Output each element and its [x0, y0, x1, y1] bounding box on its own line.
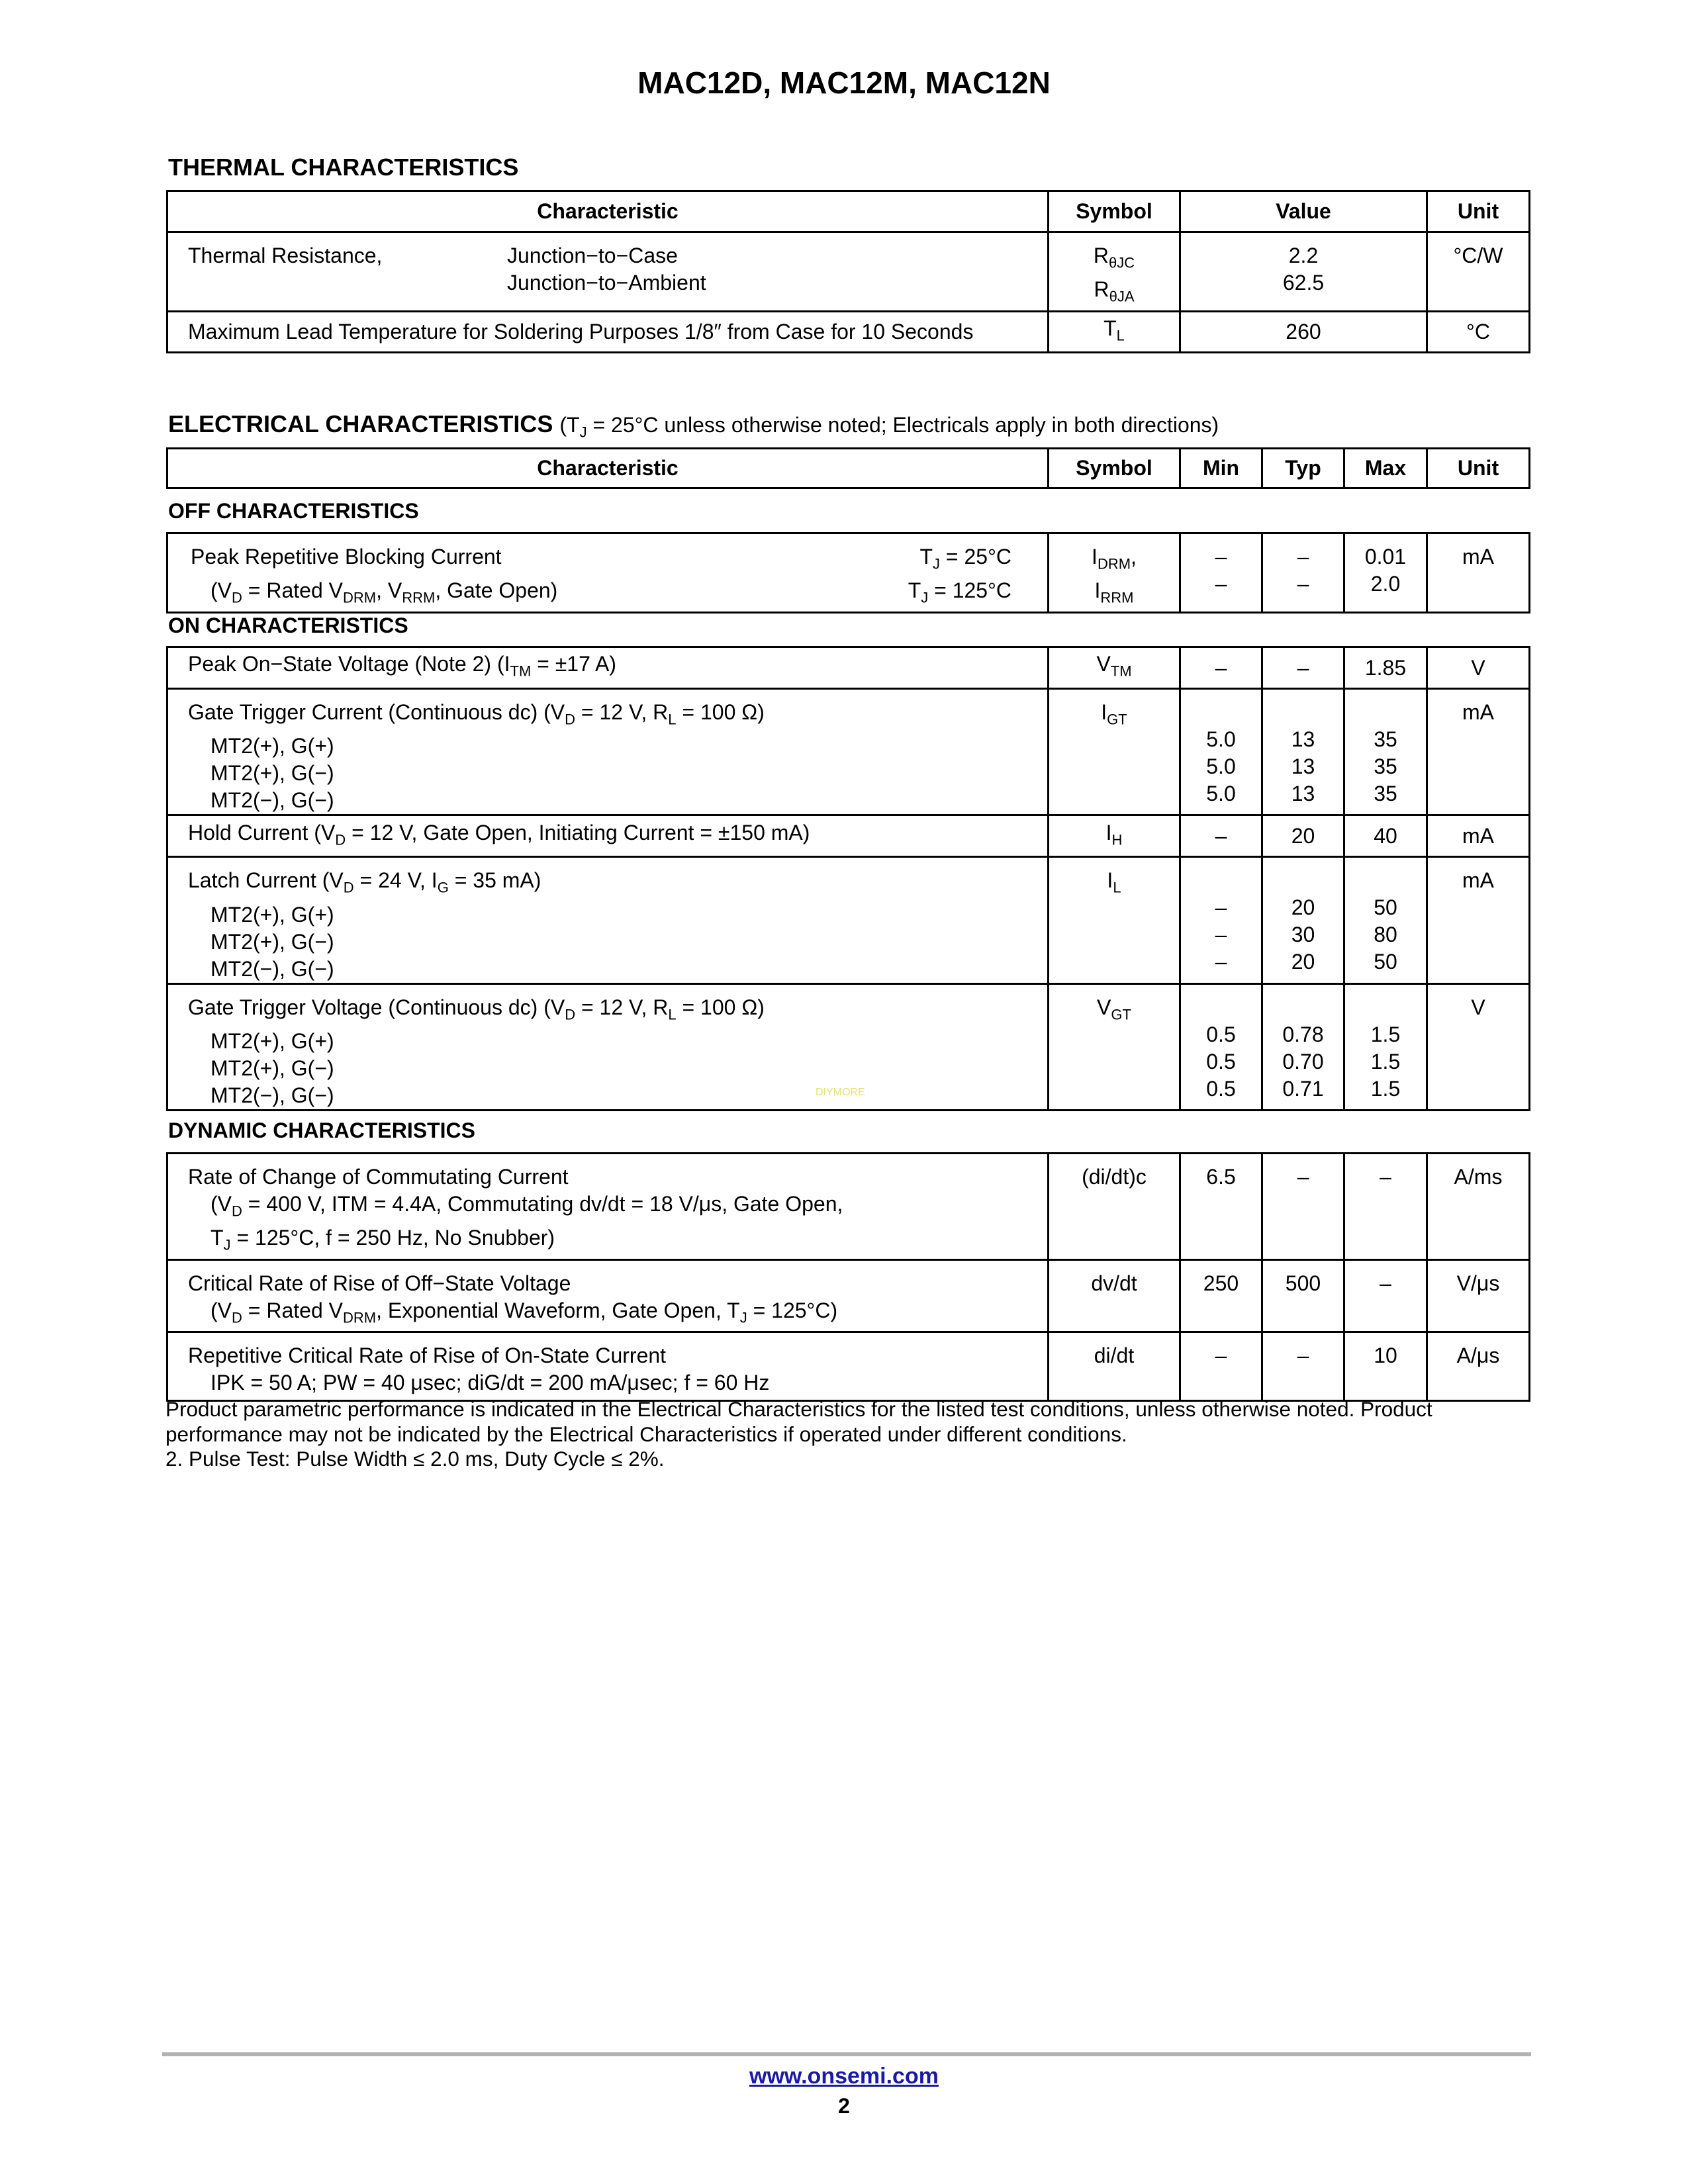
- cell-value: 1.5: [1370, 1022, 1401, 1046]
- cell-value: –: [1262, 1332, 1344, 1401]
- electrical-conditions: ($T_J = 25^\circ C$ unless otherwise noted; Electricals apply in both directions): [559, 413, 1219, 441]
- list-item: MT2(−), G(−): [211, 956, 334, 981]
- cell-value: –: [1180, 815, 1262, 857]
- cell-value: –: [1262, 1154, 1344, 1260]
- igt-label: Gate Trigger Current (Continuous dc) ($V_D = 12$ V, $R_L = 100$ Ω): [188, 700, 765, 728]
- jc-label: Junction−to−Case: [507, 244, 678, 267]
- cell-value: –: [1344, 1154, 1427, 1260]
- on-characteristics-heading: ON CHARACTERISTICS: [168, 614, 408, 637]
- table-row: [167, 689, 1530, 815]
- cell-value: 20: [1291, 895, 1315, 920]
- dynamic-table: [166, 1152, 1530, 1402]
- col-unit: Unit: [1427, 191, 1530, 232]
- cell-value: 2.0: [1370, 572, 1401, 596]
- col-value: Value: [1180, 191, 1427, 232]
- cell-value: 13: [1291, 782, 1315, 805]
- cell-value: 5.0: [1206, 727, 1236, 751]
- dvdt-label: Critical Rate of Rise of Off−State Voltage: [188, 1271, 571, 1295]
- symbol-didtc: (di/dt)c: [1049, 1154, 1180, 1260]
- col-characteristic: Characteristic: [167, 191, 1049, 232]
- cell-value: 80: [1374, 923, 1397, 947]
- unit-c: °C: [1427, 311, 1530, 352]
- footer-divider: [162, 2052, 1531, 2056]
- page-title: MAC12D, MAC12M, MAC12N: [637, 66, 1051, 100]
- cell-value: 1.5: [1370, 1049, 1401, 1073]
- cell-value: 40: [1344, 815, 1427, 857]
- cell-value: –: [1180, 1332, 1262, 1401]
- cell-value: –: [1262, 647, 1344, 689]
- cell-value: 35: [1374, 727, 1397, 751]
- symbol-il: $I_L$: [1049, 857, 1180, 983]
- value-rthjc: 2.2: [1288, 244, 1319, 267]
- symbol-rthja: $R_{\theta JA}$: [1094, 277, 1135, 305]
- cell-value: –: [1344, 1259, 1427, 1332]
- unit-ma: mA: [1427, 815, 1530, 857]
- cell-value: 1.5: [1370, 1076, 1401, 1101]
- cell-value: 20: [1262, 815, 1344, 857]
- table-row: [167, 857, 1530, 983]
- unit-ams: A/ms: [1427, 1154, 1530, 1260]
- cell-value: –: [1180, 647, 1262, 689]
- value-tl: 260: [1180, 311, 1427, 352]
- table-row: [167, 232, 1530, 312]
- symbol-idrm: $I_{DRM}$,: [1092, 545, 1137, 572]
- thermal-heading: THERMAL CHARACTERISTICS: [168, 154, 519, 181]
- cell-value: –: [1297, 572, 1309, 596]
- thermal-resistance-label: Thermal Resistance,: [188, 244, 383, 267]
- list-item: MT2(+), G(−): [211, 1056, 334, 1081]
- unit-ma: mA: [1427, 533, 1530, 613]
- performance-note: Product parametric performance is indicated in the Electrical Characteristics for the listed test conditions, unless otherwise noted. Product performance may not be indicated by the Electrical Characteristics if operated under different conditions.: [165, 1397, 1432, 1446]
- value-rthja: 62.5: [1282, 271, 1325, 295]
- symbol-irrm: $I_{RRM}$: [1094, 578, 1134, 606]
- cell-value: –: [1215, 950, 1227, 974]
- unit-ma: mA: [1427, 857, 1530, 983]
- cell-value: 6.5: [1180, 1154, 1262, 1260]
- page-number: 2: [838, 2094, 850, 2118]
- cell-value: 10: [1344, 1332, 1427, 1401]
- onsemi-link[interactable]: www.onsemi.com: [749, 2064, 939, 2089]
- col-unit: Unit: [1427, 449, 1530, 488]
- cell-value: –: [1215, 923, 1227, 947]
- cell-value: –: [1215, 895, 1227, 920]
- cell-value: 0.5: [1206, 1049, 1236, 1073]
- cell-value: 0.5: [1206, 1022, 1236, 1046]
- list-item: MT2(+), G(+): [211, 1029, 334, 1054]
- col-symbol: Symbol: [1049, 449, 1180, 488]
- list-item: MT2(−), G(−): [211, 788, 334, 813]
- blocking-current-conditions: ($V_D$ = Rated $V_{DRM}$, $V_{RRM}$, Gate Open): [211, 578, 558, 606]
- list-item: MT2(+), G(−): [211, 929, 334, 954]
- cell-value: 35: [1374, 754, 1397, 778]
- watermark: DIYMORE: [816, 1087, 865, 1098]
- dynamic-characteristics-heading: DYNAMIC CHARACTERISTICS: [168, 1118, 475, 1142]
- cell-value: 20: [1291, 950, 1315, 974]
- tj-25: $T_J = 25^\circ C$: [919, 545, 1011, 572]
- didt-label: Repetitive Critical Rate of Rise of On-State Current: [188, 1343, 667, 1368]
- symbol-tl: $T_L$: [1049, 311, 1180, 352]
- vtm-label: Peak On−State Voltage (Note 2) ($I_{TM} = \pm 17$ A): [167, 647, 1049, 689]
- off-characteristics-heading: OFF CHARACTERISTICS: [168, 499, 419, 523]
- cell-value: 5.0: [1206, 782, 1236, 805]
- cell-value: 1.85: [1344, 647, 1427, 689]
- cell-value: 13: [1291, 754, 1315, 778]
- table-row: [167, 1259, 1530, 1332]
- pulse-test-note: 2. Pulse Test: Pulse Width ≤ 2.0 ms, Duty Cycle ≤ 2%.: [165, 1447, 665, 1471]
- table-row: [167, 815, 1530, 857]
- electrical-header-table: [166, 447, 1530, 489]
- list-item: MT2(+), G(+): [211, 902, 334, 927]
- symbol-vgt: $V_{GT}$: [1049, 983, 1180, 1110]
- cell-value: 50: [1374, 950, 1397, 974]
- col-characteristic: Characteristic: [167, 449, 1049, 488]
- lead-temp-label: Maximum Lead Temperature for Soldering Purposes 1/8″ from Case for 10 Seconds: [167, 311, 1049, 352]
- table-row: [167, 1154, 1530, 1260]
- dvdt-conditions: ($V_D$ = Rated $V_{DRM}$, Exponential Waveform, Gate Open, $T_J = 125^\circ C$): [211, 1298, 838, 1326]
- on-table: [166, 646, 1530, 1111]
- commutating-current-label: Rate of Change of Commutating Current: [188, 1165, 569, 1189]
- col-typ: Typ: [1262, 449, 1344, 488]
- vgt-label: Gate Trigger Voltage (Continuous dc) ($V_D = 12$ V, $R_L = 100$ Ω): [188, 995, 765, 1023]
- cell-value: 35: [1374, 782, 1397, 805]
- commutating-current-cond1: ($V_D = 400$ V, ITM = 4.4A, Commutating dv/dt = 18 V/μs, Gate Open,: [211, 1192, 843, 1220]
- table-row: [167, 533, 1530, 613]
- cell-value: 0.78: [1282, 1022, 1324, 1046]
- unit-v: V: [1427, 647, 1530, 689]
- blocking-current-label: Peak Repetitive Blocking Current: [191, 545, 502, 569]
- unit-aus: A/μs: [1427, 1332, 1530, 1401]
- table-row: [167, 311, 1530, 352]
- symbol-vtm: $V_{TM}$: [1049, 647, 1180, 689]
- col-max: Max: [1344, 449, 1427, 488]
- cell-value: 500: [1262, 1259, 1344, 1332]
- symbol-igt: $I_{GT}$: [1049, 689, 1180, 815]
- il-label: Latch Current ($V_D = 24$ V, $I_G = 35$ mA): [188, 868, 541, 896]
- table-row: [167, 647, 1530, 689]
- cell-value: –: [1297, 545, 1309, 569]
- col-min: Min: [1180, 449, 1262, 488]
- cell-value: 0.5: [1206, 1076, 1236, 1101]
- electrical-heading: ELECTRICAL CHARACTERISTICS ($T_J = 25^\circ C$ unless otherwise noted; Electricals apply in both directions): [168, 410, 1219, 441]
- thermal-table: [166, 190, 1530, 353]
- off-table: [166, 532, 1530, 614]
- list-item: MT2(−), G(−): [211, 1083, 334, 1108]
- didt-conditions: IPK = 50 A; PW = 40 μsec; diG/dt = 200 mA/μsec; f = 60 Hz: [211, 1371, 770, 1395]
- cell-value: –: [1215, 572, 1227, 596]
- unit-ma: mA: [1427, 689, 1530, 815]
- ih-label: Hold Current ($V_D = 12$ V, Gate Open, Initiating Current = ±150 mA): [167, 815, 1049, 857]
- cell-value: 13: [1291, 727, 1315, 751]
- list-item: MT2(+), G(+): [211, 734, 334, 758]
- cell-value: 50: [1374, 895, 1397, 920]
- unit-v: V: [1427, 983, 1530, 1110]
- tj-125: $T_J = 125^\circ C$: [908, 578, 1011, 606]
- cell-value: 250: [1180, 1259, 1262, 1332]
- cell-value: 0.01: [1364, 545, 1407, 569]
- symbol-didt: di/dt: [1049, 1332, 1180, 1401]
- unit-vus: V/μs: [1427, 1259, 1530, 1332]
- symbol-ih: $I_H$: [1049, 815, 1180, 857]
- table-row: [167, 1332, 1530, 1401]
- ja-label: Junction−to−Ambient: [507, 271, 706, 295]
- symbol-dvdt: dv/dt: [1049, 1259, 1180, 1332]
- cell-value: 0.71: [1282, 1076, 1324, 1101]
- cell-value: 30: [1291, 923, 1315, 947]
- unit-cw: °C/W: [1427, 232, 1530, 312]
- cell-value: 5.0: [1206, 754, 1236, 778]
- symbol-rthjc: $R_{\theta JC}$: [1093, 244, 1135, 271]
- cell-value: –: [1215, 545, 1227, 569]
- col-symbol: Symbol: [1049, 191, 1180, 232]
- list-item: MT2(+), G(−): [211, 761, 334, 786]
- commutating-current-cond2: $T_J = 125^\circ C$, f = 250 Hz, No Snubber): [211, 1226, 555, 1253]
- cell-value: 0.70: [1282, 1049, 1324, 1073]
